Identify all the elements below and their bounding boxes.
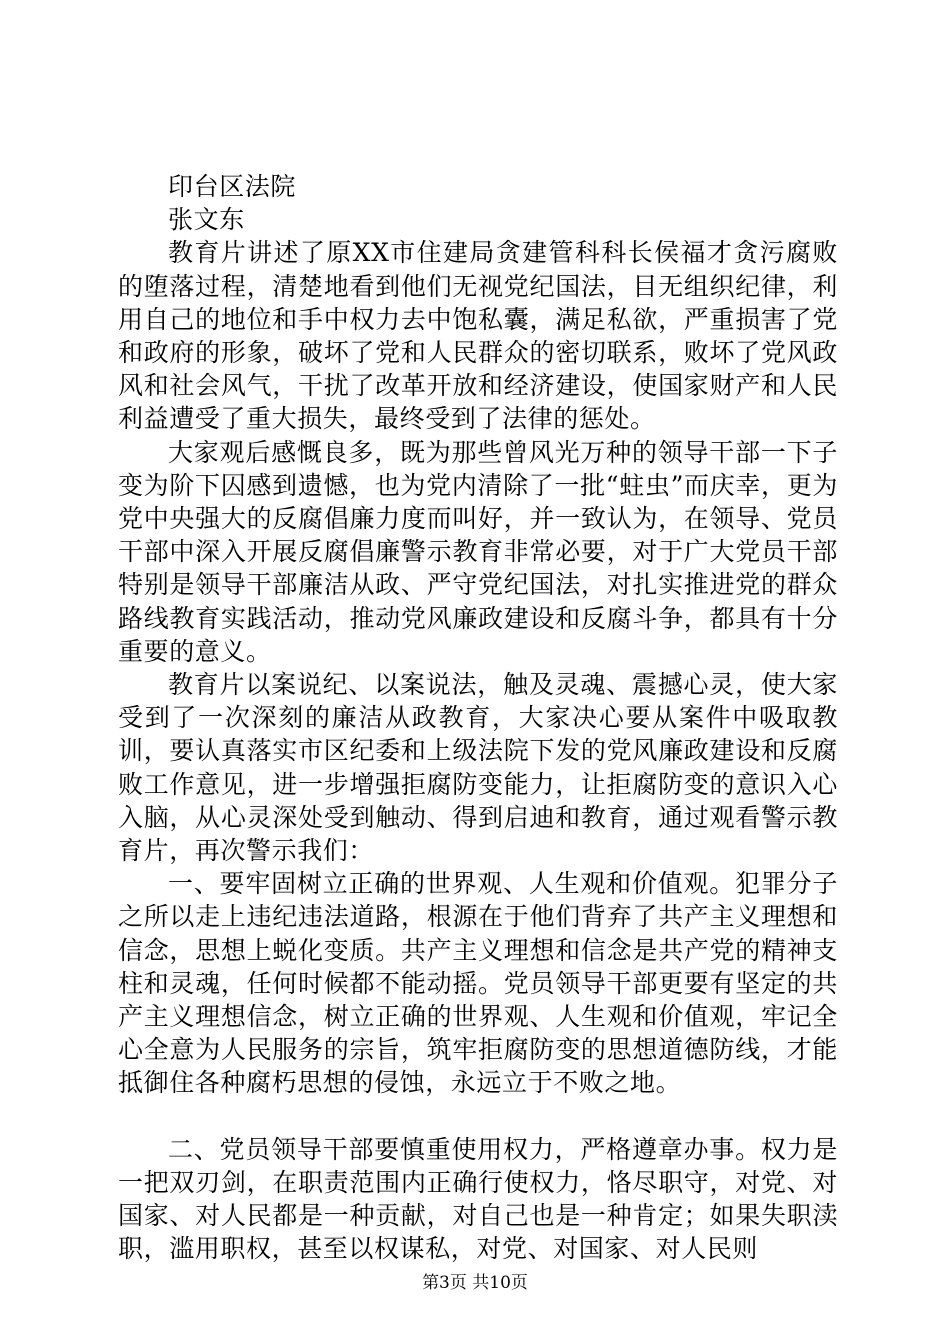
paragraph: 大家观后感慨良多，既为那些曾风光万种的领导干部一下子变为阶下囚感到遗憾，也为党内清除了一批“蛀虫”而庆幸，更为党中央强大的反腐倡廉力度而叫好，并一致认为，在领导、党员干部中深入开展反腐倡廉警示教育非常必要，对于广大党员干部特别是领导干部廉洁从政、严守党纪国法，对扎实推进党的群众路线教育实践活动，推动党风廉政建设和反腐斗争，都具有十分重要的意义。: [118, 437, 838, 666]
page-number-footer: 第3页 共10页: [422, 1273, 528, 1293]
paragraph: 教育片讲述了原XX市住建局贪建管科科长侯福才贪污腐败的堕落过程，清楚地看到他们无视党纪国法，目无组织纪律，利用自己的地位和手中权力去中饱私囊，满足私欲，严重损害了党和政府的形象，破坏了党和人民群众的密切联系，败坏了党风政风和社会风气，干扰了改革开放和经济建设，使国家财产和人民利益遭受了重大损失，最终受到了法律的惩处。: [118, 238, 838, 434]
paragraph: 教育片以案说纪、以案说法，触及灵魂、震撼心灵，使大家受到了一次深刻的廉洁从政教育，大家决心要从案件中吸取教训，要认真落实市区纪委和上级法院下发的党风廉政建设和反腐败工作意见，进一步增强拒腐防变能力，让拒腐防变的意识入心入脑，从心灵深处受到触动、得到启迪和教育，通过观看警示教育片，再次警示我们：: [118, 670, 838, 866]
document-body: [118, 170, 838, 1266]
paragraph: 一、要牢固树立正确的世界观、人生观和价值观。犯罪分子之所以走上违纪违法道路，根源在于他们背弃了共产主义理想和信念，思想上蜕化变质。共产主义理想和信念是共产党的精神支柱和灵魂，任何时候都不能动摇。党员领导干部更要有坚定的共产主义理想信念，树立正确的世界观、人生观和价值观，牢记全心全意为人民服务的宗旨，筑牢拒腐防变的思想道德防线，才能抵御住各种腐朽思想的侵蚀，永远立于不败之地。: [118, 869, 838, 1098]
paragraph: 二、党员领导干部要慎重使用权力，严格遵章办事。权力是一把双刃剑，在职责范围内正确行使权力，恪尽职守，对党、对国家、对人民都是一种贡献，对自己也是一种肯定；如果失职渎职，滥用职权，甚至以权谋私，对党、对国家、对人民则: [118, 1134, 838, 1264]
author-name: 张文东: [168, 205, 245, 235]
author-org: 印台区法院: [168, 172, 297, 201]
